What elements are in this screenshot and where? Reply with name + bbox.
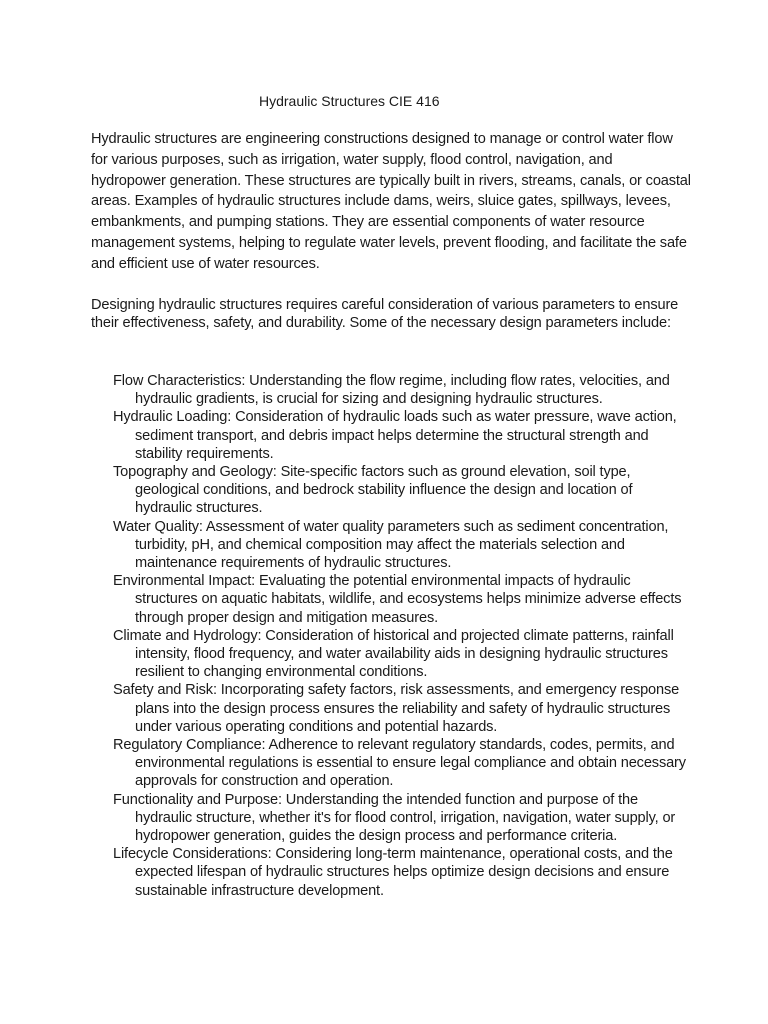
parameter-item-safety-risk: Safety and Risk: Incorporating safety factors, risk assessments, and emergency response plans into the design process ensures the reliability and safety of hydraulic structures under various operating conditions and potential hazards. (113, 682, 680, 735)
intro-paragraph: Hydraulic structures are engineering constructions designed to manage or control water flow for various purposes, such as irrigation, water supply, flood control, navigation, and hydropower generation. These structures are typically built in rivers, streams, canals, or coastal areas. Examples of hydraulic structures include dams, weirs, sluice gates, spillways, levees, embankments, and pumping stations. They are essential components of water resource management systems, helping to regulate water levels, prevent flooding, and facilitate the safe and efficient use of water resources. (91, 131, 691, 272)
parameter-item-functionality-purpose: Functionality and Purpose: Understanding the intended function and purpose of the hydraulic structure, whether it's for flood control, irrigation, navigation, water supply, or hydropower generation, guides the design process and performance criteria. (113, 791, 676, 845)
parameter-item-regulatory-compliance: Regulatory Compliance: Adherence to relevant regulatory standards, codes, permits, and environmental regulations is essential to ensure legal compliance and obtain necessary approvals for construction and operation. (113, 737, 686, 790)
design-intro-paragraph: Designing hydraulic structures requires careful consideration of various parameters to ensure their effectiveness, safety, and durability. Some of the necessary design parameters include: (91, 297, 679, 332)
document-title: Hydraulic Structures CIE 416 (259, 93, 440, 109)
parameter-item-hydraulic-loading: Hydraulic Loading: Consideration of hydraulic loads such as water pressure, wave action, sediment transport, and debris impact helps determine the structural strength and stability requirements. (113, 409, 677, 462)
parameter-item-environmental-impact: Environmental Impact: Evaluating the potential environmental impacts of hydraulic structures on aquatic habitats, wildlife, and ecosystems helps minimize adverse effects through proper design and mitigation measures. (113, 573, 682, 626)
design-parameters-list (113, 372, 688, 900)
parameter-item-flow-characteristics: Flow Characteristics: Understanding the flow regime, including flow rates, velocities, and hydraulic gradients, is crucial for sizing and designing hydraulic structures. (113, 373, 670, 408)
parameter-item-topography-geology: Topography and Geology: Site-specific factors such as ground elevation, soil type, geological conditions, and bedrock stability influence the design and location of hydraulic structures. (113, 464, 633, 517)
parameter-item-climate-hydrology: Climate and Hydrology: Consideration of historical and projected climate patterns, rainfall intensity, flood frequency, and water availability aids in designing hydraulic structures resilient to changing environmental conditions. (113, 627, 674, 681)
parameter-item-lifecycle-considerations: Lifecycle Considerations: Considering long-term maintenance, operational costs, and the expected lifespan of hydraulic structures helps optimize design decisions and ensure sustainable infrastructure development. (113, 846, 673, 899)
parameter-item-water-quality: Water Quality: Assessment of water quality parameters such as sediment concentration, turbidity, pH, and chemical composition may affect the materials selection and maintenance requirements of hydraulic structures. (113, 518, 669, 572)
